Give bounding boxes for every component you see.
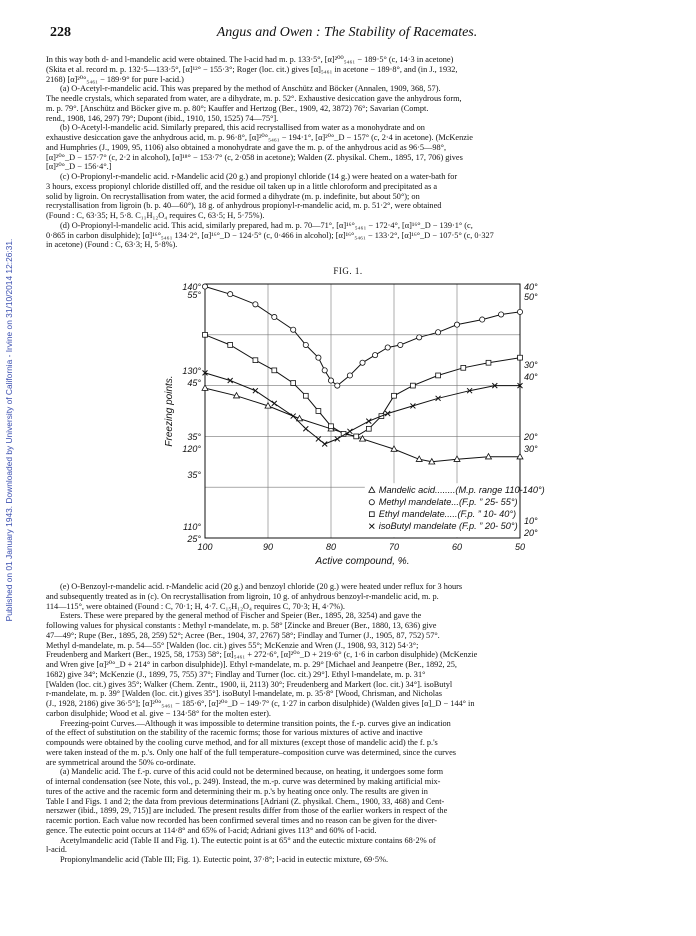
running-title: Angus and Owen : The Stability of Racemates.	[216, 25, 478, 40]
data-point-circle	[272, 314, 277, 319]
y-tick-label-left: 55°	[187, 290, 201, 300]
x-tick-label: 80	[325, 542, 337, 552]
y-tick-label-left: 35°	[187, 432, 201, 442]
text-line: (a) O-Acetyl-r-mandelic acid. This was prepared by the method of Anschütz and Böcker (Annalen, 1909, 368, 57).	[60, 84, 441, 94]
data-point-circle	[385, 345, 390, 350]
body-text-top	[46, 55, 652, 261]
text-line: Propionylmandelic acid (Table III; Fig. 1). Eutectic point, 37·8°; l-acid in eutectic mixture, 69·5%.	[60, 855, 389, 864]
y-tick-label-left: 45°	[187, 378, 201, 388]
text-line: in acetone) (Found : C, 63·3; H, 5·8%).	[46, 240, 178, 250]
text-line: (b) O-Acetyl-l-mandelic acid. Similarly prepared, this acid recrystallised from water as a monohydrate and on	[60, 123, 425, 133]
y-tick-label-right: 30°	[524, 360, 538, 370]
text-line: m. p. 79°. [Anschütz and Böcker give m. p. 80°; Kauffer and Hertzog (Ber., 1909, 42, 3872) 76°; Savarian (Compt.	[46, 103, 429, 113]
data-point-square	[203, 332, 208, 337]
text-line: were taken instead of the m. p.'s. Only one half of the full temperature–composition curve was determined, since the curves	[46, 747, 456, 757]
data-point-square	[354, 434, 359, 439]
data-point-circle	[360, 360, 365, 365]
text-line: 2168) [α]²⁰°₅₄₆₁ − 189·9° for pure l-acid.)	[46, 74, 184, 84]
data-point-square	[392, 393, 397, 398]
text-line: racemic portion. Each value now recorded has been confirmed several times and no reason can be given for the diver-	[46, 816, 438, 825]
data-point-square	[329, 424, 334, 429]
x-tick-label: 50	[514, 542, 526, 552]
data-point-square	[436, 373, 441, 378]
text-line: and subsequently treated as in (c). On recrystallisation from ligroin, 10 g. of anhydrous benzoyl-r-mandelic acid, m. p.	[46, 591, 439, 601]
data-point-circle	[480, 317, 485, 322]
data-point-square	[228, 343, 233, 348]
page-number: 228	[50, 25, 71, 40]
y-tick-label-right: 40°	[524, 282, 538, 292]
x-tick-label: 90	[262, 542, 274, 552]
text-line: r-mandelate, m. p. 39° [Walden (loc. cit.) gives 35°]. isoButyl l-mandelate, m. p. 35·8° [Wood, Chrisman, and Nicholas	[46, 689, 443, 699]
data-point-cross	[385, 411, 390, 416]
series-line	[205, 373, 520, 444]
x-tick-label: 60	[451, 542, 463, 552]
text-line: 114—115°, were obtained (Found : C, 70·1; H, 4·7. C₁₅H₁₂O₄ requires C, 70·3; H, 4·7%).	[46, 601, 345, 611]
data-point-circle	[454, 322, 459, 327]
data-point-cross	[253, 388, 258, 393]
legend-entry: Ethyl mandelate.....(F.p. ” 10- 40°)	[378, 509, 517, 520]
y-tick-label-left: 110°	[183, 522, 201, 532]
y-tick-label-right: 30°	[524, 444, 538, 454]
y-tick-label-left: 120°	[182, 444, 201, 454]
x-tick-label: 70	[388, 542, 400, 552]
data-point-cross	[366, 419, 371, 424]
text-line: rend., 1908, 146, 297) 79°; Dupont (ibid., 1910, 150, 1525) 74—75°].	[46, 113, 279, 123]
text-line: are symmetrical around the 50% co-ordinate.	[46, 757, 196, 767]
data-point-circle	[303, 342, 308, 347]
x-tick-label: 100	[197, 542, 213, 552]
text-line: Acetylmandelic acid (Table II and Fig. 1). The eutectic point is at 65° and the eutectic mixture contains 68·2% of	[60, 835, 436, 845]
text-line: Table I and Figs. 1 and 2; the data from previous determinations [Adriani (Z. physikal. Chem., 1900, 33, 468) and Cent-	[46, 796, 445, 806]
data-point-cross	[303, 426, 308, 431]
y-tick-label-right: 40°	[524, 372, 538, 382]
data-point-square	[253, 358, 258, 363]
text-line: The needle crystals, which separated from water, are a dihydrate, m. p. 52°. Exhaustive desiccation gave the anhydrous form,	[46, 94, 462, 103]
data-point-square	[518, 355, 523, 360]
freezing-point-plot	[150, 276, 570, 576]
y-tick-label-left: 140°	[182, 282, 201, 292]
data-point-circle	[316, 355, 321, 360]
text-line: exhaustive desiccation gave the anhydrous acid, m. p. 96·8°, [α]²⁰°₅₄₆₁ − 194·1°, [α]²⁰°_D − 157° (c, 2·4 in acetone). (McKenzie	[46, 133, 473, 142]
data-point-circle	[291, 327, 296, 332]
data-point-circle	[322, 368, 327, 373]
text-line: (d) O-Propionyl-l-mandelic acid. This acid, similarly prepared, had m. p. 70—71°, [α]¹⁶°₅₄₆₁ − 172·4°, [α]¹⁶°_D − 139·1° (c,	[60, 220, 473, 230]
text-line: of internal condensation (see Note, this vol., p. 249). Instead, the m.-p. curve was determined by making artificial mix-	[46, 777, 441, 786]
text-line: 3 hours, excess propionyl chloride distilled off, and the residue oil taken up in a little chloroform and precipitated as a	[46, 181, 438, 191]
legend-entry: Mandelic acid........(M.p. range 110-140°)	[378, 485, 545, 496]
figure-1-chart	[150, 276, 570, 576]
text-line: following values for physical constants : Methyl r-mandelate, m. p. 58° [Zincke and Breuer (Ber., 1880, 13, 636) give	[46, 621, 437, 630]
text-line: (Skita et al. record m. p. 132·5—133·5°, [α]¹²° − 155·3°; Roger (loc. cit.) gives [α]₅₄₆₁ in acetone − 189·8°, and (in J., 1932,	[46, 64, 458, 74]
data-point-square	[486, 360, 491, 365]
data-point-square	[303, 393, 308, 398]
text-line: l-acid.	[46, 845, 67, 855]
data-point-square	[272, 368, 277, 373]
text-line: 47—49°; Rupe (Ber., 1895, 28, 259) 52°; Acree (Ber., 1904, 37, 2767) 58°; Findlay and Turner (J., 1905, 87, 752) 57°.	[46, 630, 440, 640]
text-line: (e) O-Benzoyl-r-mandelic acid. r-Mandelic acid (20 g.) and benzoyl chloride (20 g.) were heated under reflux for 3 hours	[60, 582, 463, 591]
text-line: Freudenberg and Markert (Ber., 1925, 58, 1753) 58°; [α]₅₄₆₁ + 272·6°, [α]²⁰°_D + 219·6° (c, 1·6 in carbon disulphide) (McKenzie	[46, 650, 478, 660]
data-point-cross	[316, 436, 321, 441]
data-point-circle	[228, 292, 233, 297]
data-point-circle	[335, 383, 340, 388]
data-point-square	[316, 409, 321, 414]
data-point-square	[461, 365, 466, 370]
y-tick-label-right: 20°	[524, 528, 538, 538]
series-line	[205, 287, 520, 386]
text-line: (J., 1928, 2186) give 36·5°]; [α]²⁰°₅₄₆₁ − 185·6°, [α]²⁰°_D − 149·7° (c, 1·27 in carbon disulphide) (Walden gives [α]_D − 144° in	[46, 699, 475, 708]
data-point-cross	[335, 436, 340, 441]
text-line: Freezing-point Curves.—Although it was impossible to determine transition points, the f.-p. curves give an indication	[60, 718, 451, 728]
data-point-circle	[417, 335, 422, 340]
data-point-square	[366, 426, 371, 431]
legend-entry: isoButyl mandelate (F.p. ” 20- 50°)	[378, 521, 518, 532]
text-line: 1682) give 34°; McKenzie (J., 1899, 75, 755) 37°; Findlay and Turner (loc. cit.) 29°]. Ethyl l-mandelate, m. p. 31°	[46, 669, 426, 679]
text-line: (c) O-Propionyl-r-mandelic acid. r-Mandelic acid (20 g.) and propionyl chloride (14 g.) were heated on a water-bath for	[60, 172, 458, 181]
download-stamp: Published on 01 January 1943. Downloaded by University of California - Irvine on 31/10/2014 12:26:31.	[4, 238, 14, 622]
body-text-bottom	[46, 582, 652, 922]
text-line: 0·865 in carbon disulphide); [α]¹⁶°₅₄₆₁ 134·2°, [α]¹⁶°_D − 124·5° (c, 0·466 in alcohol); [α]¹⁶°₅₄₆₁ − 133·2°, [α]¹⁶°_D − 107·5° (c, 0·327	[46, 230, 494, 240]
text-line: (a) Mandelic acid. The f.-p. curve of this acid could not be determined because, on heating, it undergoes some form	[60, 767, 444, 777]
data-point-circle	[369, 500, 374, 505]
data-point-cross	[228, 378, 233, 383]
text-line: recrystallisation from ligroin (b. p. 40—60°), 18 g. of anhydrous propionyl-r-mandelic acid, m. p. 51·2°, were obtained	[46, 201, 442, 211]
data-point-circle	[347, 373, 352, 378]
y-tick-label-right: 20°	[524, 432, 538, 442]
text-line: (Found : C, 63·35; H, 5·8. C₁₁H₁₂O₄ requires C, 63·5; H, 5·75%).	[46, 211, 265, 220]
text-line: Methyl d-mandelate, m. p. 54—55° [Walden (loc. cit.) gives 55°; McKenzie and Wren (J., 1908, 93, 312) 54·3°;	[46, 640, 419, 650]
y-axis-label: Freezing points.	[164, 375, 175, 447]
data-point-circle	[436, 330, 441, 335]
data-point-cross	[272, 401, 277, 406]
data-point-circle	[517, 309, 522, 314]
data-point-circle	[328, 378, 333, 383]
legend-entry: Methyl mandelate...(F.p. ” 25- 55°)	[378, 497, 518, 508]
text-line: In this way both d- and l-mandelic acid were obtained. The l-acid had m. p. 133·5°, [α]²⁰⁰₅₄₆₁ − 189·5° (c, 14·3 in acetone)	[46, 55, 454, 64]
figure-title: FIG. 1.	[333, 266, 363, 276]
text-line: nerszwer (ibid., 1899, 29, 715)] are included. The present results differ from those of the earlier workers in respect of the	[46, 806, 448, 816]
data-point-circle	[253, 302, 258, 307]
text-line: compounds were obtained by the cooling curve method, and for all mixtures (except those of mandelic acid) the f. p.'s	[46, 738, 438, 747]
y-tick-label-left: 35°	[187, 470, 201, 480]
data-point-square	[369, 512, 374, 517]
text-line: [α]²⁰°_D − 157·7° (c, 2·2 in alcohol), [α]¹⁸° − 153·7° (c, 2·058 in acetone); Walden (Z. physikal. Chem., 1895, 17, 706) gives	[46, 152, 463, 162]
text-line: [Walden (loc. cit.) gives 35°; Walker (Chem. Zentr., 1900, ii, 2113) 30°; Freudenberg and Markert (loc. cit.) 34°]. isoButyl	[46, 679, 453, 689]
text-line: and Wren give [α]²⁰°_D + 214° in carbon disulphide)]. Ethyl r-mandelate, m. p. 29° [Michael and Jeanpetre (Ber., 1892, 25,	[46, 660, 457, 669]
data-point-square	[291, 381, 296, 386]
y-tick-label-right: 10°	[524, 516, 538, 526]
text-line: gence. The eutectic point occurs at 114·8° and 65% of l-acid; Adriani gives 113° and 60% of l-acid.	[46, 825, 377, 835]
text-line: and Humphries (J., 1909, 95, 1106) also obtained a monohydrate and gave the m. p. of the anhydrous acid as 96·5—98°,	[46, 142, 447, 152]
text-line: tures of the active and the racemic form and determining their m. p.'s by heating once only. The results are given in	[46, 786, 428, 796]
data-point-square	[411, 383, 416, 388]
page-header	[50, 25, 644, 43]
data-point-cross	[291, 414, 296, 419]
data-point-cross	[322, 442, 327, 447]
data-point-circle	[499, 312, 504, 317]
text-line: [α]²⁰°_D − 156·4°.]	[46, 162, 112, 172]
y-tick-label-right: 50°	[524, 292, 538, 302]
data-point-circle	[398, 342, 403, 347]
text-line: solid by ligroin. On recrystallisation from water, the acid formed a dihydrate (m. p. indefinite, but about 50°); on	[46, 191, 420, 201]
y-tick-label-left: 25°	[187, 534, 201, 544]
text-line: carbon disulphide; Wood et al. give − 134·58° for the molten ester).	[46, 708, 271, 718]
data-point-cross	[347, 429, 352, 434]
data-point-circle	[373, 353, 378, 358]
y-tick-label-left: 130°	[182, 366, 201, 376]
data-point-circle	[202, 284, 207, 289]
text-line: of the effect of substitution on the stability of the racemic forms; those for various mixtures of active and inactive	[46, 728, 423, 738]
text-line: Esters. These were prepared by the general method of Fischer and Speier (Ber., 1895, 28, 3254) and gave the	[60, 611, 422, 621]
x-axis-label: Active compound, %.	[315, 556, 410, 567]
